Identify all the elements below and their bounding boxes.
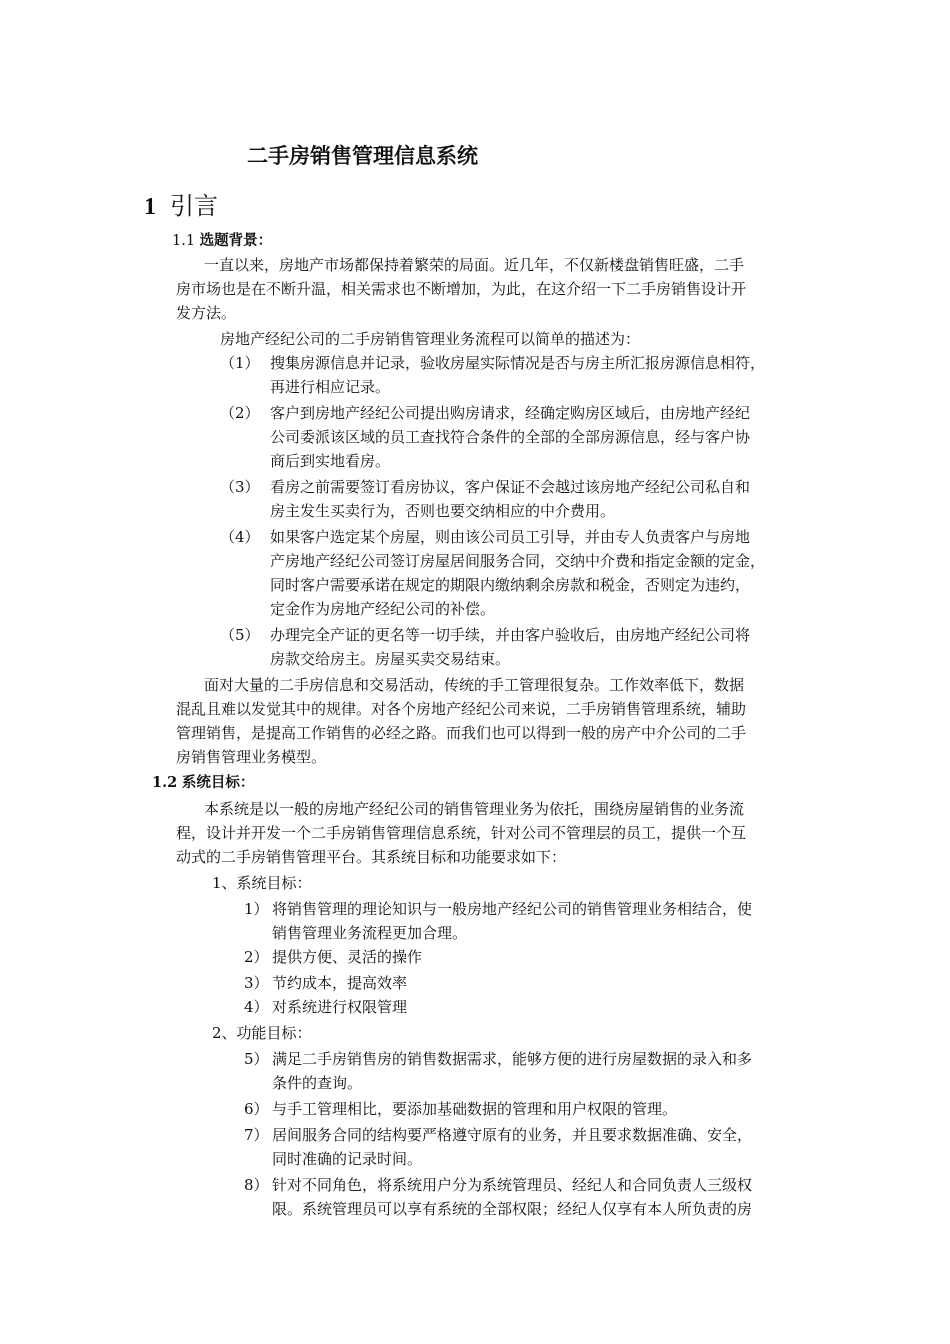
list-item-line: 满足二手房销售房的销售数据需求，能够方便的进行房屋数据的录入和多 [272,1050,753,1068]
paragraph-line: 混乱且难以发觉其中的规律。对各个房地产经纪公司来说，二手房销售管理系统，辅助 [176,700,747,718]
list-item-line: 条件的查询。 [272,1074,363,1092]
list-marker: （4） [220,528,260,546]
section-heading-1-1 [172,229,272,250]
section-title: 选题背景： [199,232,273,249]
paragraph-line: 一直以来，房地产市场都保持着繁荣的局面。近几年，不仅新楼盘销售旺盛，二手 [204,256,745,274]
list-item-line: 居间服务合同的结构要严格遵守原有的业务，并且要求数据准确、安全， [272,1126,753,1144]
chapter-heading [144,186,218,221]
list-item-line: 与手工管理相比，要添加基础数据的管理和用户权限的管理。 [272,1100,678,1118]
list-marker: （5） [220,626,260,644]
section-heading-1-2 [152,771,254,792]
list-marker: （2） [220,404,260,422]
list-marker: 6） [244,1100,269,1118]
paragraph-line: 动式的二手房销售管理平台。其系统目标和功能要求如下： [176,848,567,866]
paragraph-line: 房市场也是在不断升温，相关需求也不断增加，为此，在这介绍一下二手房销售设计开 [176,280,747,298]
section-number: 1.1 [172,233,196,249]
list-marker: （1） [220,354,260,372]
section-title: 系统目标： [181,774,255,791]
list-item-line: 房主发生买卖行为，否则也要交纳相应的中介费用。 [270,502,616,520]
paragraph-line: 房地产经纪公司的二手房销售管理业务流程可以简单的描述为： [220,330,641,348]
list-marker: 2） [244,948,269,966]
list-marker: 4） [244,998,269,1016]
paragraph-line: 管理销售，是提高工作销售的必经之路。而我们也可以得到一般的房产中介公司的二手 [176,724,747,742]
list-marker: 1） [244,900,269,918]
list-item-line: 针对不同角色，将系统用户分为系统管理员、经纪人和合同负责人三级权 [272,1176,753,1194]
paragraph-line: 程，设计并开发一个二手房销售管理信息系统，针对公司不管理层的员工，提供一个互 [176,824,747,842]
list-item-line: 限。系统管理员可以享有系统的全部权限；经纪人仅享有本人所负责的房 [272,1200,753,1218]
list-item-line: 如果客户选定某个房屋，则由该公司员工引导，并由专人负责客户与房地 [270,528,751,546]
list-item-line: 对系统进行权限管理 [272,998,408,1016]
list-item-line: 商后到实地看房。 [270,452,391,470]
paragraph-line: 房销售管理业务模型。 [176,748,327,766]
list-item-line: 同时客户需要承诺在规定的期限内缴纳剩余房款和税金，否则定为违约， [270,576,751,594]
list-item-line: 销售管理业务流程更加合理。 [272,924,468,942]
document-title: 二手房销售管理信息系统 [247,144,478,168]
list-item-line: 定金作为房地产经纪公司的补偿。 [270,600,496,618]
list-item-line: 产房地产经纪公司签订房屋居间服务合同，交纳中介费和指定金额的定金， [270,552,766,570]
paragraph-line: 发方法。 [176,304,237,322]
paragraph-line: 本系统是以一般的房地产经纪公司的销售管理业务为依托，围绕房屋销售的业务流 [204,800,745,818]
list-item-line: 节约成本，提高效率 [272,974,408,992]
list-marker: 7） [244,1126,269,1144]
list-marker: 3） [244,974,269,992]
list-marker: 8） [244,1176,269,1194]
list-marker: 5） [244,1050,269,1068]
chapter-number: 1 [144,194,156,220]
list-item-line: 客户到房地产经纪公司提出购房请求，经确定购房区域后，由房地产经纪 [270,404,751,422]
sub-heading-goals: 1、系统目标： [212,874,312,892]
list-item-line: 将销售管理的理论知识与一般房地产经纪公司的销售管理业务相结合，使 [272,900,753,918]
list-item-line: 看房之前需要签订看房协议，客户保证不会越过该房地产经纪公司私自和 [270,478,751,496]
chapter-title: 引言 [170,192,218,220]
sub-heading-functions: 2、功能目标： [212,1024,312,1042]
list-item-line: 房款交给房主。房屋买卖交易结束。 [270,650,511,668]
list-item-line: 提供方便、灵活的操作 [272,948,423,966]
list-item-line: 公司委派该区域的员工查找符合条件的全部的全部房源信息，经与客户协 [270,428,751,446]
paragraph-line: 面对大量的二手房信息和交易活动，传统的手工管理很复杂。工作效率低下，数据 [204,676,745,694]
list-marker: （3） [220,478,260,496]
section-number: 1.2 [152,774,178,791]
list-item-line: 同时准确的记录时间。 [272,1150,423,1168]
list-item-line: 办理完全产证的更名等一切手续，并由客户验收后，由房地产经纪公司将 [270,626,751,644]
list-item-line: 再进行相应记录。 [270,378,391,396]
list-item-line: 搜集房源信息并记录，验收房屋实际情况是否与房主所汇报房源信息相符， [270,354,766,372]
